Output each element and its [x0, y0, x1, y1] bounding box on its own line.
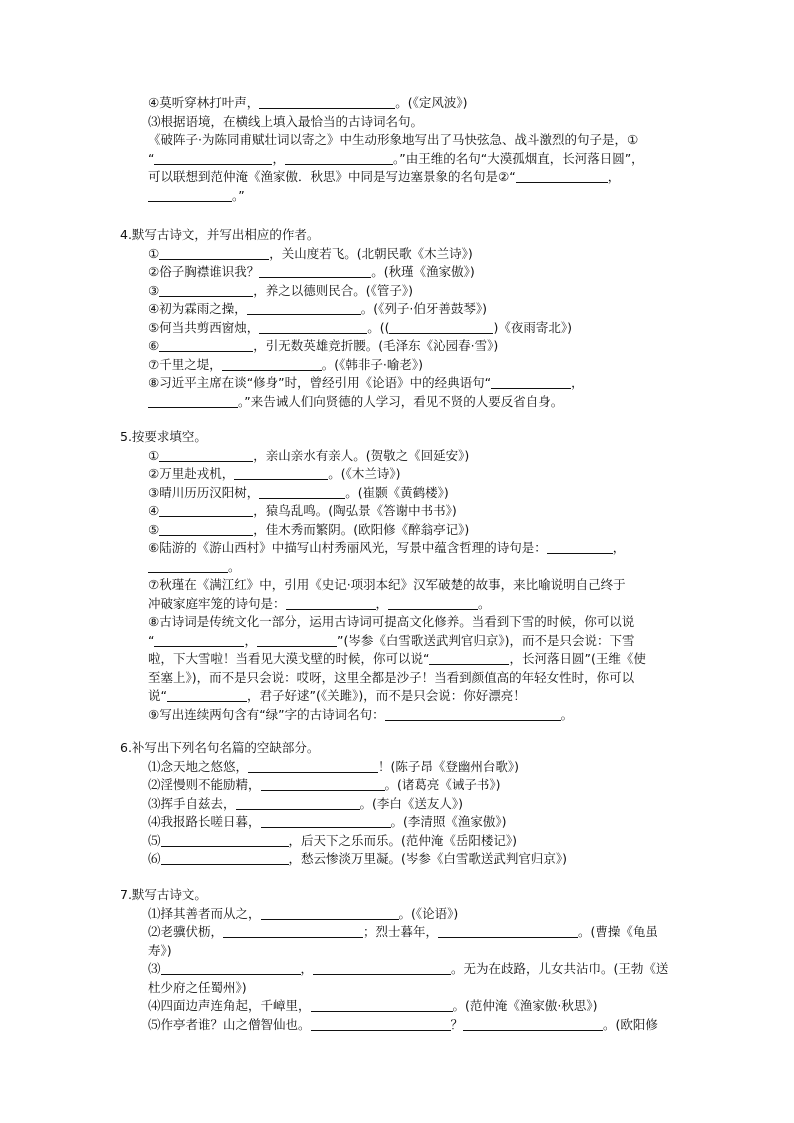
text-segment: ⑴念天地之悠悠， [148, 758, 249, 774]
text-segment: 。无为在歧路，儿女共沾巾。(王勃《送 [451, 961, 669, 976]
list-item [0, 669, 794, 688]
text-segment: ，愁云惨淡万里凝。(岑参《白雪歌送武判官归京》) [288, 851, 568, 866]
text-segment: ， [612, 540, 626, 555]
answer-blank[interactable] [388, 596, 478, 610]
question-title: 4.默写古诗文，并写出相应的作者。 [120, 227, 320, 242]
section-top [0, 94, 794, 205]
text-segment: 。(《韩非子·喻老》) [321, 356, 423, 372]
text-segment: 寿》) [148, 942, 172, 958]
list-item [0, 758, 794, 777]
text-segment: ① [148, 245, 160, 261]
text-segment: 。”来告诫人们向贤德的人学习，看见不贤的人要反省自身。 [238, 393, 564, 409]
answer-blank[interactable] [167, 688, 247, 702]
answer-blank[interactable] [491, 375, 571, 389]
list-item [0, 94, 794, 113]
question-5 [0, 428, 794, 724]
list-item [0, 576, 794, 595]
list-item [0, 150, 794, 169]
text-segment: 。(《论语》) [398, 905, 459, 921]
list-item [0, 263, 794, 282]
answer-blank[interactable] [159, 246, 269, 260]
text-segment: ， [300, 961, 314, 976]
answer-blank[interactable] [248, 759, 378, 773]
list-item [0, 300, 794, 319]
text-segment: 冲破家庭牢笼的诗句是： [148, 595, 286, 611]
list-item [0, 776, 794, 795]
text-segment: 。 [228, 558, 241, 574]
answer-blank[interactable] [259, 95, 395, 109]
text-segment: ⑤ [148, 521, 160, 537]
text-segment: 杜少府之任蜀州》) [148, 979, 247, 995]
text-segment: ，猿鸟乱鸣。(陶弘景《答谢中书书》) [253, 503, 457, 518]
text-segment: 至塞上》)，而不是只会说：哎呀，这里全都是沙子！当看到颜值高的年轻女性时，你可以 [148, 669, 635, 685]
text-segment: ，佳木秀而繁阴。(欧阳修《醉翁亭记》) [253, 521, 470, 537]
list-item [0, 337, 794, 356]
question-title: 5.按要求填空。 [120, 429, 207, 444]
answer-blank[interactable] [259, 320, 367, 334]
text-segment: ， [571, 375, 584, 390]
text-segment: ”(岑参《白雪歌送武判官归京》)，而不是只会说：下雪 [337, 632, 635, 648]
text-segment: ③晴川历历汉阳树， [148, 484, 260, 500]
answer-blank[interactable] [148, 188, 232, 202]
text-segment: 。(《木兰诗》) [328, 466, 401, 481]
list-item [0, 706, 794, 725]
list-item [0, 979, 794, 998]
answer-blank[interactable] [223, 924, 363, 938]
answer-blank[interactable] [311, 1017, 451, 1031]
answer-blank[interactable] [148, 559, 228, 573]
text-segment: ，长河落日圆”(王维《使 [509, 651, 646, 666]
text-segment: “ [148, 150, 155, 166]
answer-blank[interactable] [516, 169, 608, 183]
list-item [0, 319, 794, 338]
text-segment: ⑥ [148, 338, 160, 353]
text-segment: 。(欧阳修 [603, 1016, 658, 1032]
answer-blank[interactable] [259, 485, 345, 499]
text-segment: ⑸ [148, 832, 161, 848]
text-segment: ③ [148, 282, 160, 298]
list-item [0, 374, 794, 393]
answer-blank[interactable] [261, 906, 399, 920]
answer-blank[interactable] [286, 596, 376, 610]
list-item [0, 131, 794, 150]
text-segment: ⑤何当共剪西窗烛， [148, 319, 260, 335]
text-segment: ，引无数英雄竞折腰。(毛泽东《沁园春·雪》) [253, 338, 499, 353]
text-segment: ⑥陆游的《游山西村》中描写山村秀丽风光，写景中蕴含哲理的诗句是： [148, 540, 547, 555]
text-segment: ⑸作亭者谁？山之僧智仙也。 [148, 1016, 311, 1032]
text-segment: 。(( [367, 319, 390, 335]
text-segment: 。(崔颢《黄鹤楼》) [345, 484, 449, 500]
text-segment: ，养之以德则民合。(《管子》) [253, 282, 413, 298]
text-segment: ， [607, 169, 621, 184]
list-item [0, 813, 794, 832]
question-title: 6.补写出下列名句名篇的空缺部分。 [120, 740, 320, 755]
text-segment: ，关山度若飞。(北朝民歌《木兰诗》) [269, 245, 473, 261]
text-segment: ④ [148, 503, 160, 518]
question-4 [0, 226, 794, 411]
text-segment: ②俗子胸襟谁识我？ [148, 264, 260, 279]
text-segment: 。(李白《送友人》) [359, 795, 464, 811]
list-item [0, 960, 794, 979]
text-segment: ① [148, 447, 160, 463]
list-item [0, 850, 794, 869]
answer-blank[interactable] [236, 796, 360, 810]
text-segment: 。 [478, 595, 491, 611]
text-segment: ⑴择其善者而从之， [148, 905, 261, 921]
list-item [0, 795, 794, 814]
text-segment: ⑶ [148, 961, 161, 976]
text-segment: 可以联想到范仲淹《渔家傲．秋思》中同是写边塞景象的名句是②“ [148, 169, 516, 184]
text-segment: ⑹ [148, 851, 161, 866]
list-item [0, 558, 794, 577]
text-segment: ，君子好逑”(《关雎》)，而不是只会说：你好漂亮！ [246, 688, 526, 703]
text-segment: 。(李清照《渔家傲》) [390, 814, 507, 829]
answer-blank[interactable] [311, 998, 453, 1012]
answer-blank[interactable] [161, 833, 289, 847]
list-item [0, 923, 794, 942]
text-segment: ，后天下之乐而乐。(范仲淹《岳阳楼记》) [288, 832, 518, 848]
text-segment: 。(秋瑾《渔家傲》) [371, 264, 475, 279]
text-segment: ⑶挥手自兹去， [148, 795, 236, 811]
list-item [0, 465, 794, 484]
question-title: 7.默写古诗文。 [120, 887, 207, 902]
list-item [0, 997, 794, 1016]
text-segment: 。(诸葛亮《诫子书》) [384, 777, 501, 792]
list-item [0, 393, 794, 412]
list-item [0, 595, 794, 614]
text-segment: )《夜雨寄北》) [493, 319, 572, 335]
answer-blank[interactable] [154, 633, 244, 647]
text-segment: ⑷四面边声连角起，千嶂里， [148, 998, 311, 1013]
text-segment: ， [244, 632, 257, 648]
text-segment: ， [375, 595, 389, 611]
list-item [0, 168, 794, 187]
answer-blank[interactable] [159, 283, 253, 297]
answer-blank[interactable] [161, 851, 289, 865]
answer-blank[interactable] [438, 924, 578, 938]
answer-blank[interactable] [463, 1017, 603, 1031]
text-segment: ⑦秋瑾在《满江红》中，引用《史记·项羽本纪》汉军破楚的故事，来比喻说明自己终于 [148, 577, 626, 592]
list-item [0, 521, 794, 540]
list-item [0, 613, 794, 632]
text-segment: 。” [232, 187, 245, 203]
text-segment: 。(《列子·伯牙善鼓琴》) [360, 301, 487, 316]
text-segment: 说“ [148, 688, 167, 703]
text-segment: 。”由王维的名句“大漠孤烟直，长河落日圆”， [393, 150, 644, 166]
text-segment: ⑨写出连续两句含有“绿”字的古诗词名句： [148, 706, 385, 722]
text-segment: ⑷我报路长嗟日暮， [148, 814, 261, 829]
answer-blank[interactable] [234, 466, 328, 480]
text-segment: ⑧古诗词是传统文化一部分，运用古诗词可提高文化修养。当看到下雪的时候，你可以说 [148, 614, 635, 629]
list-item [0, 187, 794, 206]
answer-blank[interactable] [222, 357, 322, 371]
text-segment: ⑶根据语境，在横线上填入最恰当的古诗词名句。 [148, 113, 424, 129]
text-segment: ④初为霖雨之操， [148, 301, 247, 316]
text-segment: 啦，下大雪啦！当看见大漠戈壁的时候，你可以说“ [148, 651, 430, 666]
list-item [0, 502, 794, 521]
answer-blank[interactable] [261, 814, 391, 828]
text-segment: ⑵老骥伏枥， [148, 924, 224, 939]
list-item [0, 687, 794, 706]
text-segment: ， [272, 150, 285, 166]
list-item [0, 650, 794, 669]
text-segment: 。(曹操《龟虽 [578, 924, 658, 939]
text-segment: ⑦千里之堤， [148, 356, 222, 372]
text-segment: ⑧习近平主席在谈“修身”时，曾经引用《论语》中的经典语句“ [148, 375, 492, 390]
text-segment: ？ [450, 1016, 464, 1032]
answer-blank[interactable] [257, 633, 337, 647]
answer-blank[interactable] [161, 961, 301, 975]
answer-blank[interactable] [385, 707, 561, 721]
text-segment: ！(陈子昂《登幽州台歌》) [378, 758, 520, 774]
list-item [0, 905, 794, 924]
list-item [0, 484, 794, 503]
answer-blank[interactable] [261, 777, 385, 791]
list-item [0, 245, 794, 264]
text-segment: ④莫听穿林打叶声， [148, 95, 260, 110]
list-item [0, 942, 794, 961]
answer-blank[interactable] [259, 264, 371, 278]
answer-blank[interactable] [429, 651, 509, 665]
answer-blank[interactable] [159, 503, 253, 517]
question-7 [0, 886, 794, 1034]
list-item [0, 447, 794, 466]
text-segment: ⑵淫慢则不能励精， [148, 777, 261, 792]
answer-blank[interactable] [247, 301, 361, 315]
list-item [0, 1016, 794, 1035]
text-segment: 。(范仲淹《渔家傲·秋思》) [452, 998, 598, 1013]
text-segment: ；烈士暮年， [363, 924, 439, 939]
answer-blank[interactable] [159, 448, 253, 462]
answer-blank[interactable] [389, 320, 493, 334]
text-segment: “ [148, 632, 155, 648]
text-segment: 。(《定风波》) [395, 95, 468, 110]
text-segment: ②万里赴戎机， [148, 466, 235, 481]
answer-blank[interactable] [547, 540, 613, 554]
list-item [0, 539, 794, 558]
text-segment: 。 [560, 706, 574, 722]
question-6 [0, 739, 794, 869]
text-segment: 《破阵子·为陈同甫赋壮词以寄之》中生动形象地写出了马快弦急、战斗激烈的句子是，① [148, 132, 639, 147]
answer-blank[interactable] [148, 394, 238, 408]
text-segment: ，亲山亲水有亲人。(贺敬之《回延安》) [253, 447, 470, 463]
answer-blank[interactable] [159, 338, 253, 352]
list-item [0, 832, 794, 851]
list-item [0, 113, 794, 132]
answer-blank[interactable] [159, 522, 253, 536]
answer-blank[interactable] [154, 151, 272, 165]
list-item [0, 282, 794, 301]
list-item [0, 356, 794, 375]
answer-blank[interactable] [285, 151, 393, 165]
answer-blank[interactable] [313, 961, 451, 975]
list-item [0, 632, 794, 651]
